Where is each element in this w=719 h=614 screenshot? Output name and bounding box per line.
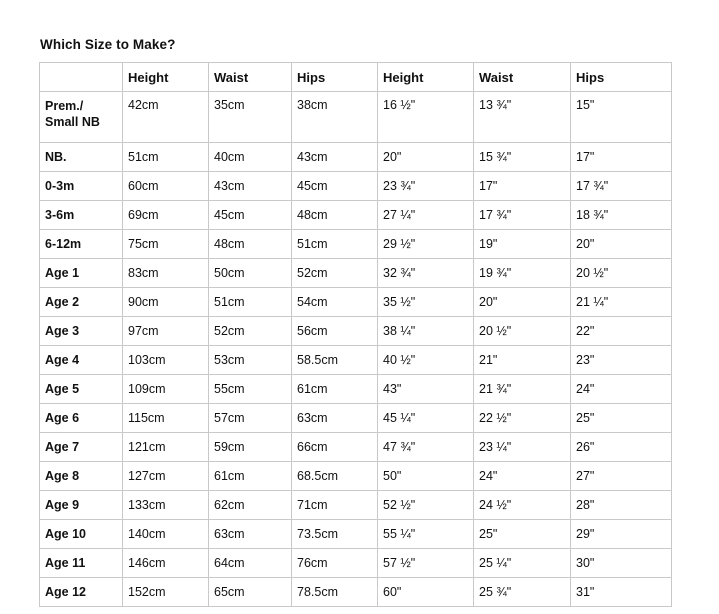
cell-height-cm: 90cm (123, 288, 209, 317)
cell-hips-in: 30" (571, 549, 672, 578)
cell-waist-cm: 64cm (209, 549, 292, 578)
cell-waist-cm: 65cm (209, 578, 292, 607)
cell-hips-cm: 68.5cm (292, 462, 378, 491)
cell-height-in: 35 ½" (378, 288, 474, 317)
cell-waist-cm: 40cm (209, 143, 292, 172)
size-chart-table (39, 62, 672, 607)
cell-height-in: 57 ½" (378, 549, 474, 578)
table-row (40, 549, 672, 578)
cell-hips-in: 25" (571, 404, 672, 433)
cell-hips-cm: 61cm (292, 375, 378, 404)
cell-waist-in: 13 ¾" (474, 92, 571, 143)
cell-hips-cm: 76cm (292, 549, 378, 578)
cell-hips-in: 29" (571, 520, 672, 549)
cell-hips-in: 24" (571, 375, 672, 404)
cell-waist-cm: 57cm (209, 404, 292, 433)
cell-height-cm: 97cm (123, 317, 209, 346)
cell-waist-cm: 35cm (209, 92, 292, 143)
row-size-label: Age 8 (40, 462, 123, 491)
cell-height-in: 29 ½" (378, 230, 474, 259)
table-row (40, 143, 672, 172)
cell-hips-cm: 43cm (292, 143, 378, 172)
header-cell-waist-in: Waist (474, 63, 571, 92)
cell-height-in: 52 ½" (378, 491, 474, 520)
cell-waist-in: 23 ¼" (474, 433, 571, 462)
cell-height-cm: 69cm (123, 201, 209, 230)
row-size-label: Age 9 (40, 491, 123, 520)
cell-height-cm: 109cm (123, 375, 209, 404)
cell-waist-in: 24" (474, 462, 571, 491)
table-row (40, 230, 672, 259)
row-size-label: 0-3m (40, 172, 123, 201)
cell-waist-in: 15 ¾" (474, 143, 571, 172)
header-cell-corner (40, 63, 123, 92)
table-row (40, 433, 672, 462)
cell-height-in: 43" (378, 375, 474, 404)
row-size-label: Age 11 (40, 549, 123, 578)
cell-hips-cm: 45cm (292, 172, 378, 201)
table-row (40, 172, 672, 201)
cell-hips-in: 28" (571, 491, 672, 520)
cell-height-cm: 51cm (123, 143, 209, 172)
cell-waist-cm: 51cm (209, 288, 292, 317)
row-size-label: Age 7 (40, 433, 123, 462)
cell-height-cm: 115cm (123, 404, 209, 433)
table-row (40, 317, 672, 346)
cell-waist-in: 25 ¾" (474, 578, 571, 607)
row-size-label-line: Prem./ (45, 99, 84, 113)
cell-waist-in: 20" (474, 288, 571, 317)
cell-height-in: 38 ¼" (378, 317, 474, 346)
row-size-label: Age 4 (40, 346, 123, 375)
cell-height-cm: 133cm (123, 491, 209, 520)
row-size-label: Age 1 (40, 259, 123, 288)
cell-hips-cm: 66cm (292, 433, 378, 462)
cell-height-cm: 75cm (123, 230, 209, 259)
row-size-label: Age 10 (40, 520, 123, 549)
cell-height-in: 32 ¾" (378, 259, 474, 288)
row-size-label-line: Small NB (45, 115, 100, 129)
cell-hips-in: 15" (571, 92, 672, 143)
cell-hips-cm: 58.5cm (292, 346, 378, 375)
cell-height-cm: 42cm (123, 92, 209, 143)
cell-waist-cm: 62cm (209, 491, 292, 520)
header-cell-height-cm: Height (123, 63, 209, 92)
cell-hips-cm: 52cm (292, 259, 378, 288)
cell-height-in: 20" (378, 143, 474, 172)
table-row (40, 520, 672, 549)
cell-height-in: 27 ¼" (378, 201, 474, 230)
cell-waist-in: 17" (474, 172, 571, 201)
cell-hips-cm: 73.5cm (292, 520, 378, 549)
cell-waist-in: 21" (474, 346, 571, 375)
table-row (40, 346, 672, 375)
table-row (40, 375, 672, 404)
cell-height-cm: 60cm (123, 172, 209, 201)
row-size-label: Age 2 (40, 288, 123, 317)
row-size-label: Age 12 (40, 578, 123, 607)
cell-waist-in: 19 ¾" (474, 259, 571, 288)
cell-hips-in: 21 ¼" (571, 288, 672, 317)
cell-waist-cm: 55cm (209, 375, 292, 404)
cell-waist-cm: 45cm (209, 201, 292, 230)
cell-height-cm: 83cm (123, 259, 209, 288)
row-size-label: 3-6m (40, 201, 123, 230)
cell-hips-in: 17" (571, 143, 672, 172)
cell-height-in: 60" (378, 578, 474, 607)
row-size-label (40, 92, 123, 143)
cell-hips-in: 23" (571, 346, 672, 375)
cell-height-in: 50" (378, 462, 474, 491)
row-size-label: 6-12m (40, 230, 123, 259)
cell-waist-in: 24 ½" (474, 491, 571, 520)
cell-waist-cm: 52cm (209, 317, 292, 346)
cell-height-in: 16 ½" (378, 92, 474, 143)
row-size-label: Age 3 (40, 317, 123, 346)
cell-hips-cm: 63cm (292, 404, 378, 433)
cell-hips-cm: 54cm (292, 288, 378, 317)
table-body (40, 92, 672, 607)
cell-waist-cm: 48cm (209, 230, 292, 259)
cell-height-in: 23 ¾" (378, 172, 474, 201)
cell-hips-in: 18 ¾" (571, 201, 672, 230)
cell-hips-in: 31" (571, 578, 672, 607)
cell-waist-cm: 50cm (209, 259, 292, 288)
page-title: Which Size to Make? (40, 37, 176, 52)
cell-waist-cm: 63cm (209, 520, 292, 549)
cell-hips-cm: 78.5cm (292, 578, 378, 607)
cell-hips-cm: 71cm (292, 491, 378, 520)
cell-height-cm: 121cm (123, 433, 209, 462)
header-cell-hips-in: Hips (571, 63, 672, 92)
cell-waist-cm: 61cm (209, 462, 292, 491)
cell-waist-in: 25" (474, 520, 571, 549)
header-cell-hips-cm: Hips (292, 63, 378, 92)
table-header-row (40, 63, 672, 92)
cell-height-in: 47 ¾" (378, 433, 474, 462)
table-row (40, 491, 672, 520)
row-size-label: NB. (40, 143, 123, 172)
table-row (40, 259, 672, 288)
row-size-label: Age 6 (40, 404, 123, 433)
header-cell-height-in: Height (378, 63, 474, 92)
row-size-label: Age 5 (40, 375, 123, 404)
cell-hips-cm: 56cm (292, 317, 378, 346)
cell-height-cm: 127cm (123, 462, 209, 491)
cell-waist-in: 19" (474, 230, 571, 259)
cell-hips-cm: 48cm (292, 201, 378, 230)
cell-hips-in: 22" (571, 317, 672, 346)
cell-hips-cm: 38cm (292, 92, 378, 143)
table-row (40, 92, 672, 143)
cell-height-in: 40 ½" (378, 346, 474, 375)
cell-height-in: 55 ¼" (378, 520, 474, 549)
cell-waist-cm: 59cm (209, 433, 292, 462)
cell-waist-in: 17 ¾" (474, 201, 571, 230)
cell-waist-in: 20 ½" (474, 317, 571, 346)
cell-height-cm: 103cm (123, 346, 209, 375)
cell-hips-in: 20" (571, 230, 672, 259)
cell-hips-cm: 51cm (292, 230, 378, 259)
cell-waist-cm: 53cm (209, 346, 292, 375)
header-cell-waist-cm: Waist (209, 63, 292, 92)
cell-waist-in: 21 ¾" (474, 375, 571, 404)
cell-waist-in: 22 ½" (474, 404, 571, 433)
cell-hips-in: 27" (571, 462, 672, 491)
table-row (40, 462, 672, 491)
cell-height-cm: 152cm (123, 578, 209, 607)
table-row (40, 288, 672, 317)
cell-height-cm: 146cm (123, 549, 209, 578)
cell-hips-in: 20 ½" (571, 259, 672, 288)
table-row (40, 201, 672, 230)
cell-height-in: 45 ¼" (378, 404, 474, 433)
table-row (40, 578, 672, 607)
cell-hips-in: 17 ¾" (571, 172, 672, 201)
cell-waist-in: 25 ¼" (474, 549, 571, 578)
table-row (40, 404, 672, 433)
cell-height-cm: 140cm (123, 520, 209, 549)
cell-waist-cm: 43cm (209, 172, 292, 201)
cell-hips-in: 26" (571, 433, 672, 462)
